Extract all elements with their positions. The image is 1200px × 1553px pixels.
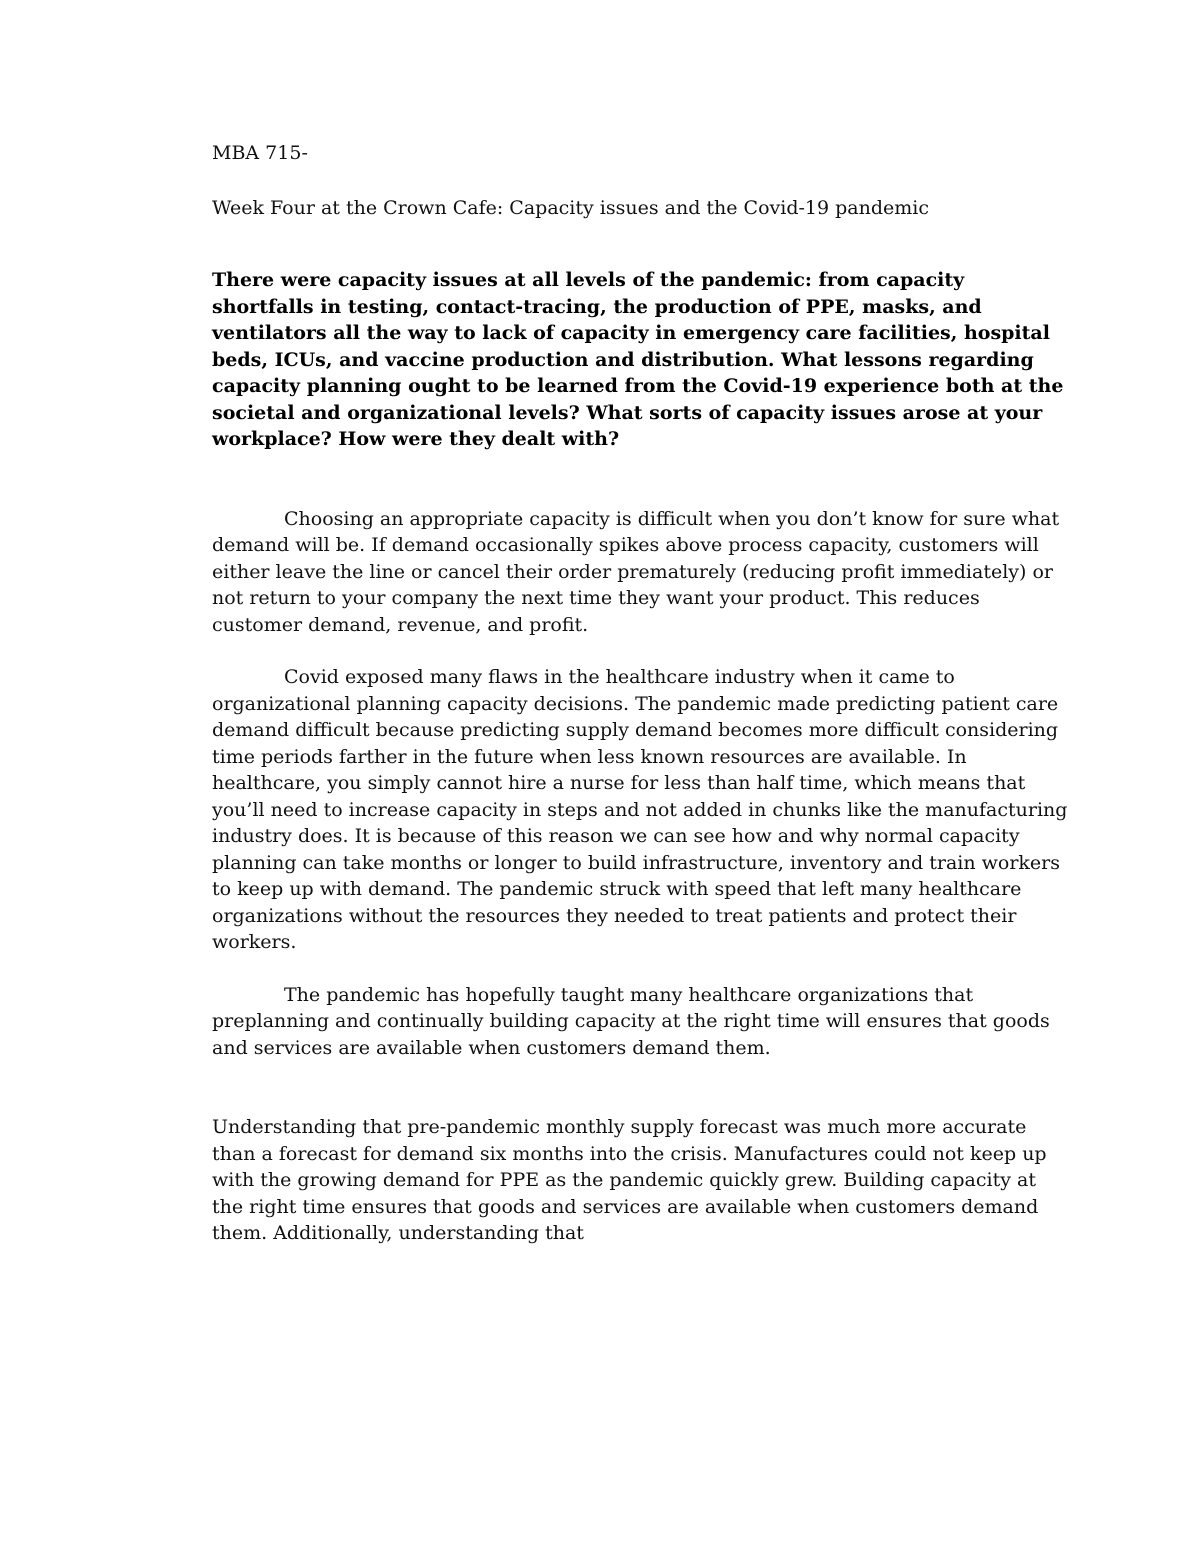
body-paragraph-1: Choosing an appropriate capacity is difficult when you don’t know for sure what demand will be. If demand occasionally spikes above process capacity, customers will either leave the line or cancel their order prematurely (reducing profit immediately) or not return to your company the next time they want your product. This reduces customer demand, revenue, and profit. bbox=[212, 507, 1060, 636]
body-paragraph-3: The pandemic has hopefully taught many healthcare organizations that preplanning and continually building capacity at the right time will ensures that goods and services are available when customers demand them. bbox=[212, 983, 1050, 1059]
assignment-prompt: There were capacity issues at all levels of the pandemic: from capacity shortfalls in testing, contact-tracing, the production of PPE, masks, and ventilators all the way to lack of capacity in emergency care facilities, hospital beds, ICUs, and vaccine production and distribution. What lessons regarding capacity planning ought to be learned from the Covid-19 experience both at the societal and organizational levels? What sorts of capacity issues arose at your workplace? How were they dealt with? bbox=[212, 269, 1064, 450]
document-title: Week Four at the Crown Cafe: Capacity issues and the Covid-19 pandemic bbox=[212, 196, 930, 219]
course-code: MBA 715- bbox=[212, 142, 308, 164]
document-body bbox=[212, 140, 1072, 1273]
body-paragraph-2: Covid exposed many flaws in the healthcare industry when it came to organizational planning capacity decisions. The pandemic made predicting patient care demand difficult because predicting supply demand becomes more difficult considering time periods farther in the future when less known resources are available. In healthcare, you simply cannot hire a nurse for less than half time, which means that you’ll need to increase capacity in steps and not added in chunks like the manufacturing industry does. It is because of this reason we can see how and why normal capacity planning can take months or longer to build infrastructure, inventory and train workers to keep up with demand. The pandemic struck with speed that left many healthcare organizations without the resources they needed to treat patients and protect their workers. bbox=[212, 666, 1068, 953]
body-paragraph-4: Understanding that pre-pandemic monthly supply forecast was much more accurate than a forecast for demand six months into the crisis. Manufactures could not keep up with the growing demand for PPE as the pandemic quickly grew. Building capacity at the right time ensures that goods and services are available when customers demand them. Additionally, understanding that bbox=[212, 1116, 1047, 1244]
